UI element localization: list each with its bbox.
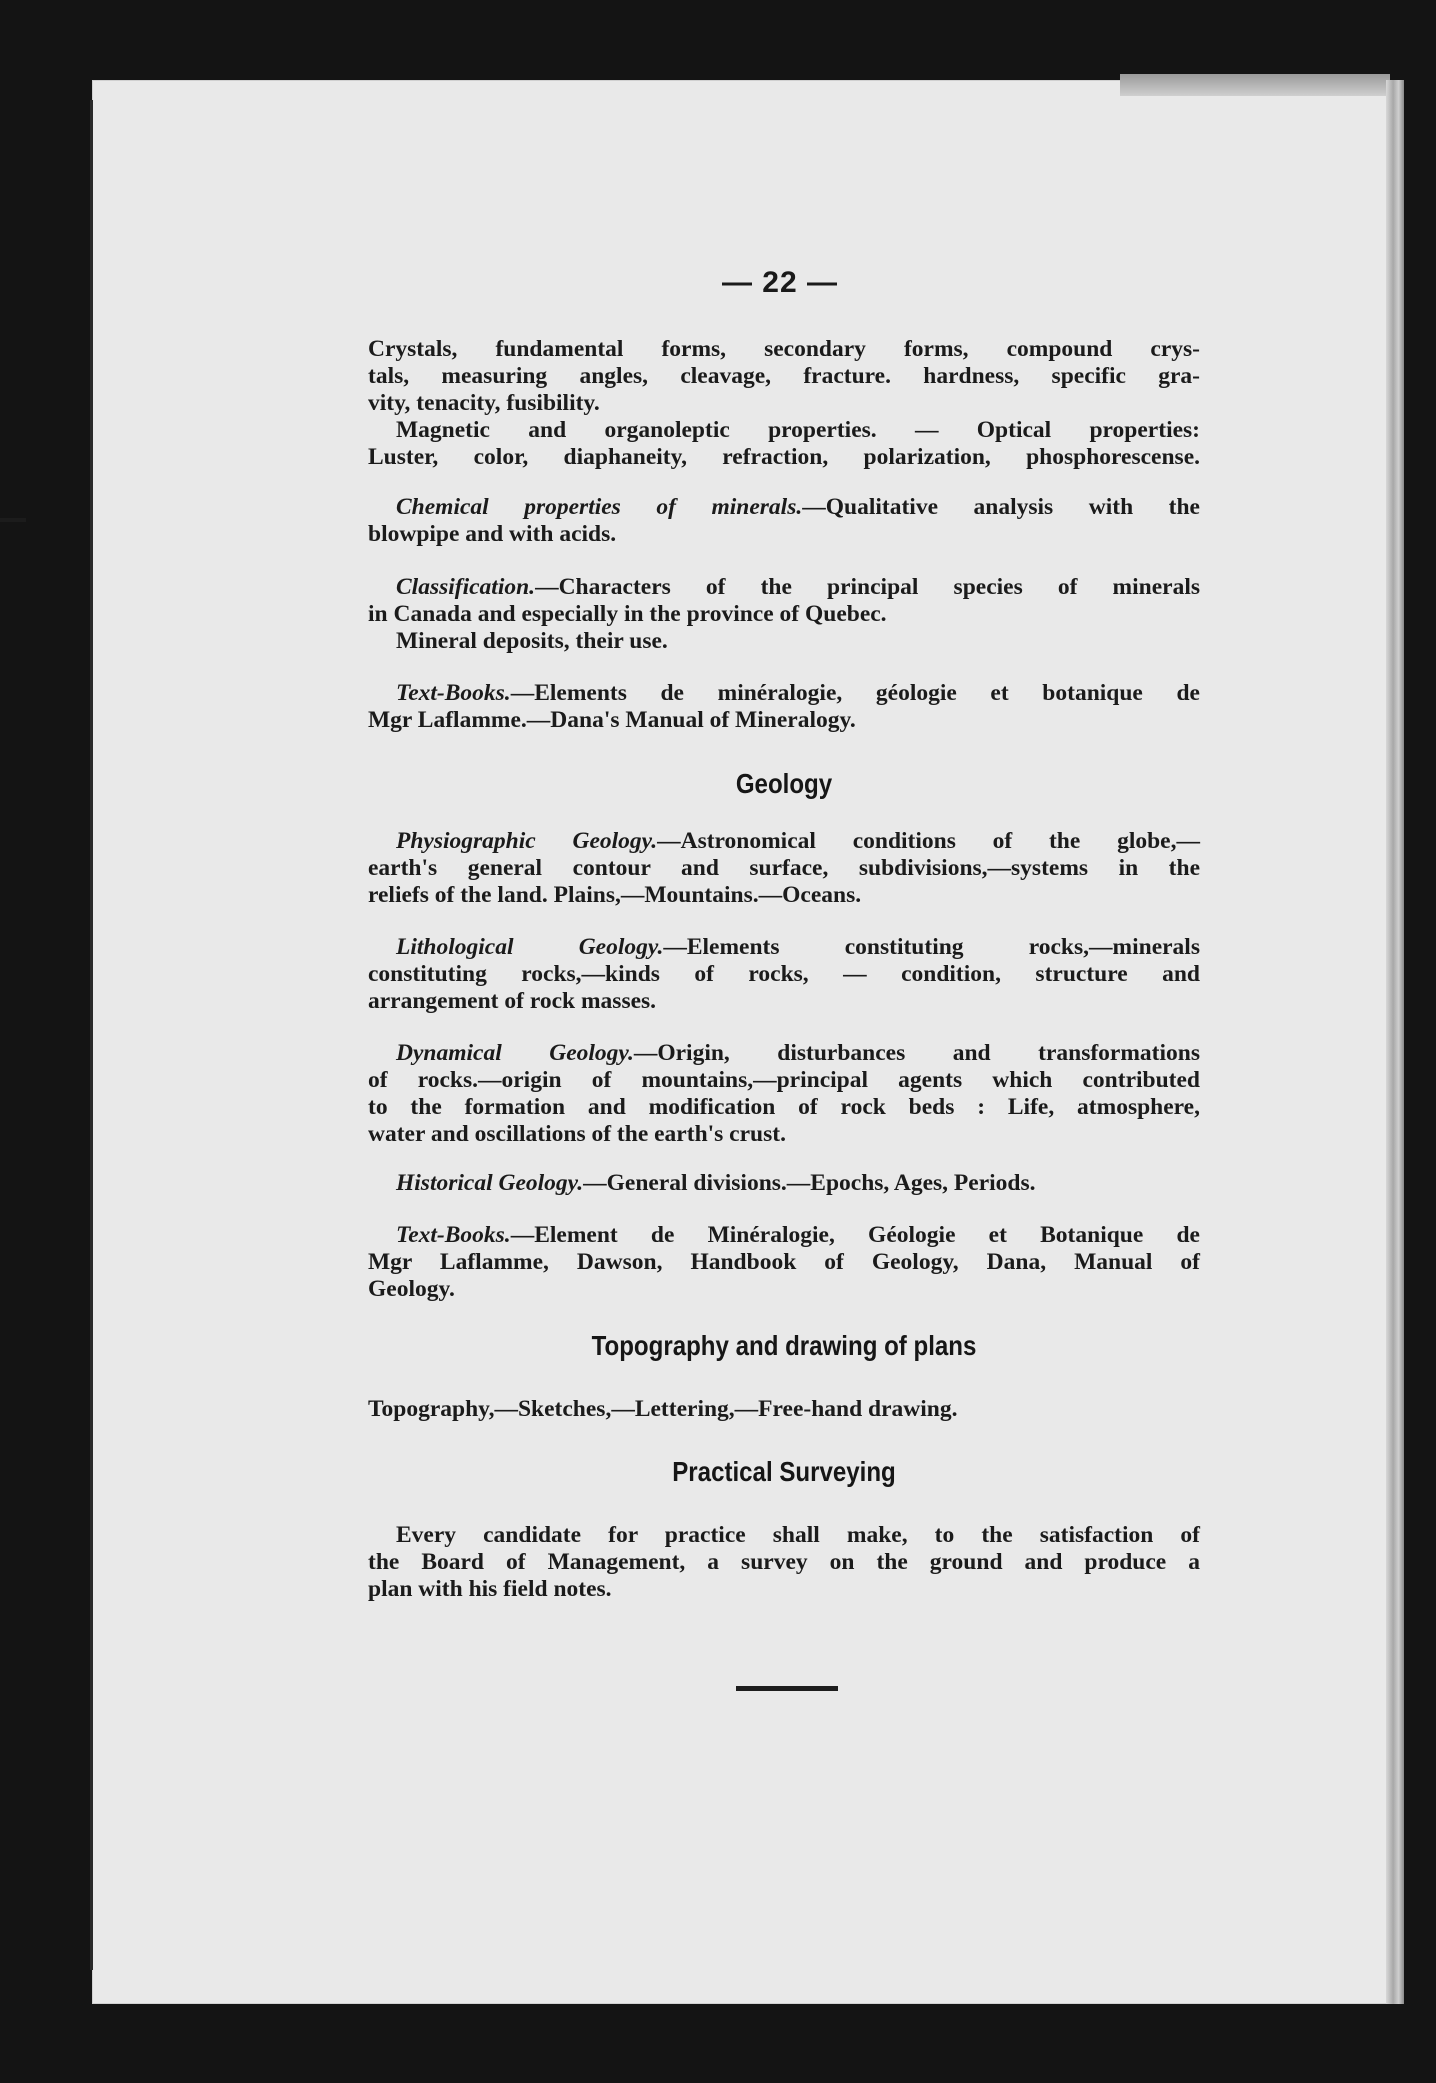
- textbooks-line: Mgr Laflamme.—Dana's Manual of Mineralogy.: [368, 707, 856, 733]
- lithological-lead: Lithological Geology.: [396, 934, 664, 960]
- lithological-text: —Elements constituting rocks,—minerals: [663, 934, 1200, 960]
- textbooks-lead: Text-Books.: [396, 680, 511, 706]
- page-edge-left: [90, 100, 93, 1970]
- intro-line: vity, tenacity, fusibility.: [368, 390, 600, 416]
- intro-line: tals, measuring angles, cleavage, fracture. hardness, specific gra-: [368, 363, 1200, 389]
- textbooks-geology-text: —Element de Minéralogie, Géologie et Botanique de: [510, 1222, 1200, 1248]
- classification-text: —Characters of the principal species of minerals: [535, 574, 1200, 600]
- historical-lead: Historical Geology.: [396, 1170, 584, 1196]
- lithological-line: arrangement of rock masses.: [368, 988, 657, 1014]
- chemical-properties-text: —Qualitative analysis with the: [802, 494, 1200, 520]
- historical-geology-paragraph: [368, 1170, 1200, 1197]
- chemical-properties-lead: Chemical properties of minerals.: [396, 494, 803, 520]
- left-margin-mark: [0, 518, 26, 522]
- dynamical-lead: Dynamical Geology.: [396, 1040, 634, 1066]
- physiographic-line: reliefs of the land. Plains,—Mountains.—Oceans.: [368, 882, 862, 908]
- classification-lead: Classification.: [396, 574, 536, 600]
- dynamical-geology-paragraph: [368, 1040, 1200, 1148]
- textbooks-geology-paragraph: [368, 1222, 1200, 1303]
- intro-line: Magnetic and organoleptic properties. — Optical properties:: [396, 417, 1200, 443]
- textbooks-text: —Elements de minéralogie, géologie et botanique de: [510, 680, 1200, 706]
- closing-rule: [736, 1686, 838, 1691]
- textbooks-geology-line: Mgr Laflamme, Dawson, Handbook of Geology, Dana, Manual of: [368, 1249, 1200, 1275]
- practical-surveying-paragraph: [368, 1522, 1200, 1603]
- lithological-geology-paragraph: [368, 934, 1200, 1015]
- chemical-properties-paragraph: [368, 494, 1200, 548]
- textbooks-geology-line: Geology.: [368, 1276, 455, 1302]
- historical-text: —General divisions.—Epochs, Ages, Periods.: [583, 1170, 1036, 1196]
- dynamical-line: water and oscillations of the earth's crust.: [368, 1121, 786, 1147]
- classification-paragraph: [368, 574, 1200, 655]
- intro-paragraph: [368, 336, 1200, 471]
- classification-line: in Canada and especially in the province of Quebec.: [368, 601, 887, 627]
- intro-line: Luster, color, diaphaneity, refraction, polarization, phosphorescense.: [368, 444, 1200, 470]
- physiographic-text: —Astronomical conditions of the globe,—: [657, 828, 1200, 854]
- classification-line: Mineral deposits, their use.: [396, 628, 668, 654]
- chemical-properties-line: blowpipe and with acids.: [368, 521, 617, 547]
- textbooks-mineralogy-paragraph: [368, 680, 1200, 734]
- physiographic-geology-paragraph: [368, 828, 1200, 909]
- textbooks-geology-lead: Text-Books.: [396, 1222, 511, 1248]
- topography-heading: Topography and drawing of plans: [591, 1330, 977, 1361]
- dynamical-line: to the formation and modification of rock beds : Life, atmosphere,: [368, 1094, 1200, 1120]
- page-edge-right: [1386, 80, 1404, 2004]
- dynamical-text: —Origin, disturbances and transformations: [633, 1040, 1200, 1066]
- lithological-line: constituting rocks,—kinds of rocks, — condition, structure and: [368, 961, 1200, 987]
- practical-surveying-heading: Practical Surveying: [672, 1456, 896, 1487]
- intro-line: Crystals, fundamental forms, secondary forms, compound crys-: [368, 336, 1200, 362]
- surveying-line: the Board of Management, a survey on the ground and produce a: [368, 1549, 1200, 1575]
- page-number: — 22 —: [721, 266, 839, 299]
- physiographic-lead: Physiographic Geology.: [396, 828, 658, 854]
- surveying-line: Every candidate for practice shall make, to the satisfaction of: [396, 1522, 1200, 1548]
- topography-line: Topography,—Sketches,—Lettering,—Free-hand drawing.: [368, 1396, 958, 1422]
- page-edge-top: [1120, 74, 1390, 96]
- physiographic-line: earth's general contour and surface, subdivisions,—systems in the: [368, 855, 1200, 881]
- surveying-line: plan with his field notes.: [368, 1576, 612, 1602]
- geology-heading: Geology: [735, 768, 833, 799]
- topography-paragraph: [368, 1396, 1200, 1423]
- dynamical-line: of rocks.—origin of mountains,—principal agents which contributed: [368, 1067, 1200, 1093]
